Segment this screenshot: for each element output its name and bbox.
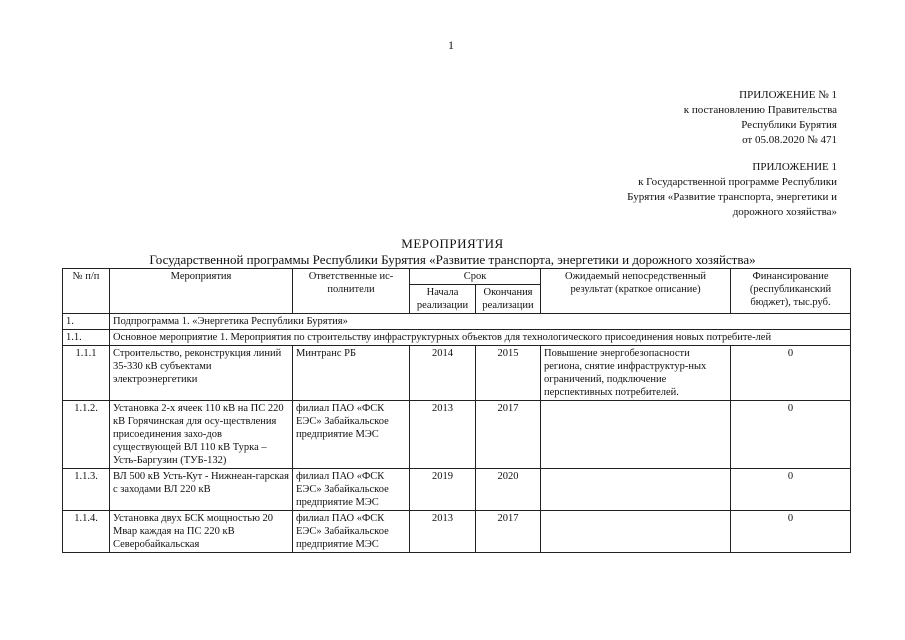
row-responsible: Минтранс РБ — [293, 346, 410, 401]
row-activity: Строительство, реконструкция линий 35-330 кВ субъектами электроэнергетики — [110, 346, 293, 401]
appendix-block-decree — [684, 88, 837, 148]
row-activity: Установка двух БСК мощностью 20 Мвар каждая на ПС 220 кВ Северобайкальская — [110, 511, 293, 553]
appendix-line: ПРИЛОЖЕНИЕ 1 — [752, 161, 837, 173]
section-title: Подпрограмма 1. «Энергетика Республики Бурятия» — [110, 314, 851, 330]
section-num: 1. — [63, 314, 110, 330]
document-subtitle: Государственной программы Республики Бурятия «Развитие транспорта, энергетики и дорожного хозяйства» — [149, 252, 756, 267]
header-term: Срок — [410, 269, 541, 285]
appendix-line: дорожного хозяйства» — [732, 206, 837, 218]
appendix-block-program — [627, 160, 837, 220]
row-start: 2014 — [410, 346, 476, 401]
row-activity: Установка 2-х ячеек 110 кВ на ПС 220 кВ Горячинская для осу-ществления присоединения захо-дов существующей ВЛ 110 кВ Турка – Усть-Баргузин (ТУБ-132) — [110, 401, 293, 469]
row-financing: 0 — [731, 346, 851, 401]
appendix-line: от 05.08.2020 № 471 — [742, 134, 837, 146]
row-end: 2017 — [476, 401, 541, 469]
header-num: № п/п — [63, 269, 110, 314]
header-responsible: Ответственные ис-полнители — [293, 269, 410, 314]
row-responsible: филиал ПАО «ФСК ЕЭС» Забайкальское предприятие МЭС — [293, 401, 410, 469]
document-title: МЕРОПРИЯТИЯ — [401, 236, 504, 251]
table-row — [63, 469, 851, 511]
header-activity: Мероприятия — [110, 269, 293, 314]
table-row — [63, 346, 851, 401]
appendix-line: ПРИЛОЖЕНИЕ № 1 — [739, 89, 837, 101]
row-end: 2015 — [476, 346, 541, 401]
row-start: 2019 — [410, 469, 476, 511]
header-financing: Финансирование (республиканский бюджет), тыс.руб. — [731, 269, 851, 314]
row-responsible: филиал ПАО «ФСК ЕЭС» Забайкальское предприятие МЭС — [293, 511, 410, 553]
section-num: 1.1. — [63, 330, 110, 346]
header-result: Ожидаемый непосредственный результат (краткое описание) — [541, 269, 731, 314]
table-row — [63, 511, 851, 553]
row-start: 2013 — [410, 401, 476, 469]
appendix-line: к постановлению Правительства — [683, 104, 837, 116]
appendix-line: Республики Бурятия — [741, 119, 837, 131]
page-number: 1 — [448, 38, 454, 52]
section-row — [63, 330, 851, 346]
row-num: 1.1.4. — [63, 511, 110, 553]
row-start: 2013 — [410, 511, 476, 553]
row-activity: ВЛ 500 кВ Усть-Кут - Нижнеан-гарская с заходами ВЛ 220 кВ — [110, 469, 293, 511]
row-result: Повышение энергобезопасности региона, снятие инфраструктур-ных ограничений, подключение перспективных потребителей. — [541, 346, 731, 401]
section-title: Основное мероприятие 1. Мероприятия по строительству инфраструктурных объектов для технологического присоединения новых потребите-лей — [110, 330, 851, 346]
row-result — [541, 469, 731, 511]
row-num: 1.1.2. — [63, 401, 110, 469]
row-end: 2017 — [476, 511, 541, 553]
row-result — [541, 511, 731, 553]
section-row — [63, 314, 851, 330]
row-financing: 0 — [731, 401, 851, 469]
activities-table — [62, 268, 851, 553]
appendix-line: к Государственной программе Республики — [638, 176, 837, 188]
header-end: Окончания реализации — [476, 285, 541, 314]
table-row — [63, 401, 851, 469]
table-header-row — [63, 269, 851, 285]
row-financing: 0 — [731, 511, 851, 553]
header-start: Начала реализации — [410, 285, 476, 314]
row-num: 1.1.3. — [63, 469, 110, 511]
row-end: 2020 — [476, 469, 541, 511]
row-financing: 0 — [731, 469, 851, 511]
row-num: 1.1.1 — [63, 346, 110, 401]
appendix-line: Бурятия «Развитие транспорта, энергетики и — [627, 191, 837, 203]
row-result — [541, 401, 731, 469]
row-responsible: филиал ПАО «ФСК ЕЭС» Забайкальское предприятие МЭС — [293, 469, 410, 511]
